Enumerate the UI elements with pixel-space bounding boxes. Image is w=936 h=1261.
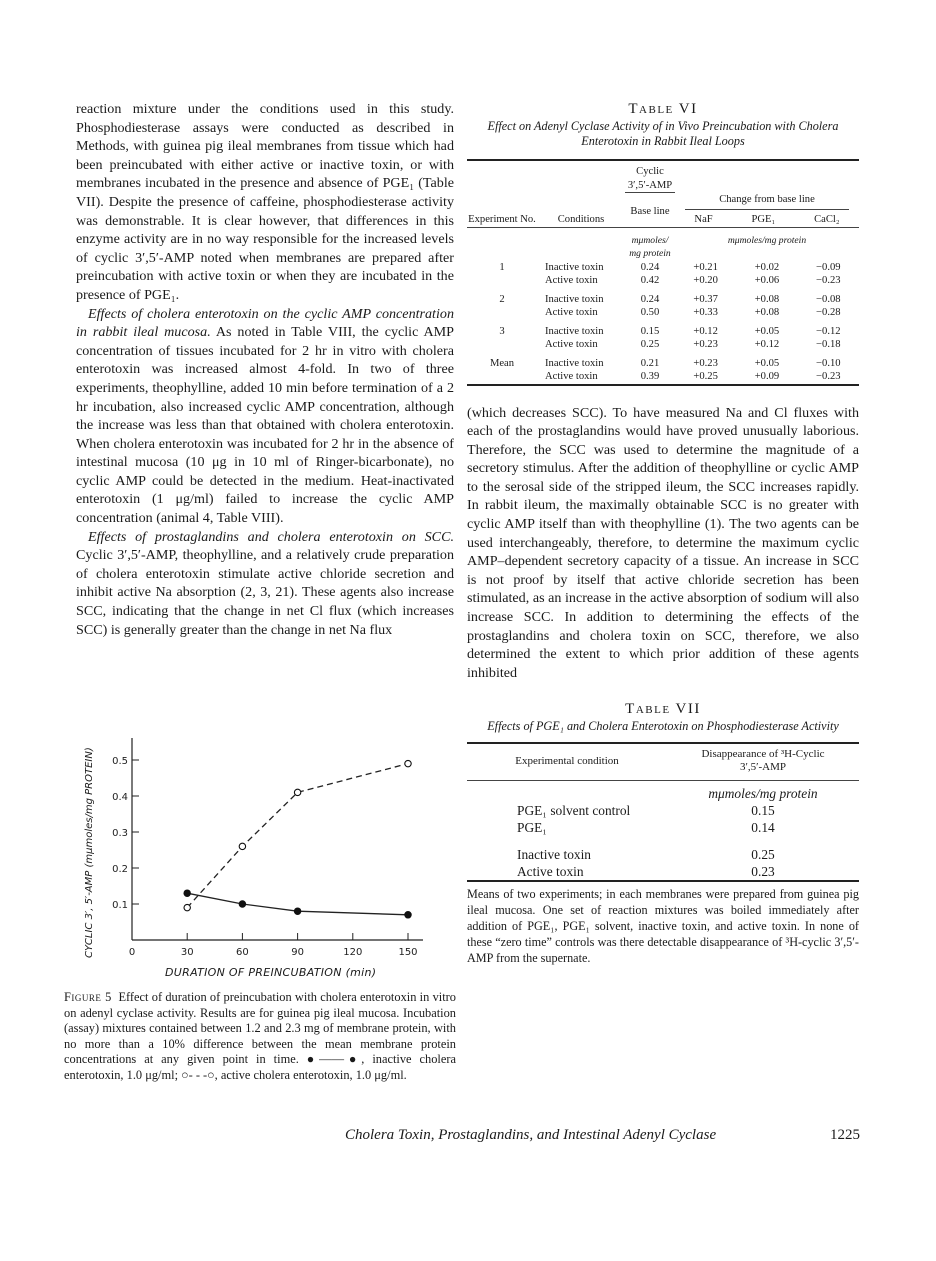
table-row bbox=[467, 352, 859, 371]
header-naf: NaF bbox=[694, 214, 713, 225]
units-base: mμmoles/ mg protein bbox=[629, 234, 671, 259]
cell-cond: Inactive toxin bbox=[545, 261, 604, 273]
cell-base: 0.42 bbox=[640, 275, 660, 286]
cell-value: 0.14 bbox=[751, 820, 775, 836]
y-tick-label: 0.3 bbox=[112, 828, 128, 839]
y-tick-label: 0.1 bbox=[112, 900, 128, 911]
cell-naf: +0.37 bbox=[693, 293, 718, 305]
section-heading: Effects of prostaglandins and cholera enterotoxin on SCC. bbox=[88, 528, 454, 545]
cell-base: 0.21 bbox=[640, 357, 660, 369]
cell-cacl2: −0.23 bbox=[816, 275, 841, 286]
y-axis-label: CYCLIC 3′, 5′-AMP (mμmoles/mg PROTEIN) bbox=[84, 747, 95, 958]
cell-value: 0.15 bbox=[751, 803, 775, 819]
table-row bbox=[467, 306, 859, 320]
cell-condition: PGE₁ bbox=[517, 820, 547, 836]
cell-pge1: +0.05 bbox=[754, 325, 780, 337]
cell-naf: +0.25 bbox=[693, 371, 718, 382]
cell-cacl2: −0.09 bbox=[816, 261, 841, 273]
table-row bbox=[467, 261, 859, 275]
cell-condition: Inactive toxin bbox=[517, 847, 591, 863]
table-row bbox=[467, 819, 859, 836]
cell-pge1: +0.08 bbox=[754, 307, 780, 318]
cell-base: 0.24 bbox=[640, 261, 660, 273]
cell-cacl2: −0.23 bbox=[816, 371, 841, 382]
running-title: Cholera Toxin, Prostaglandins, and Intestinal Adenyl Cyclase bbox=[345, 1127, 717, 1143]
cell-pge1: +0.09 bbox=[754, 371, 780, 382]
units: mμmoles/mg protein bbox=[708, 786, 818, 802]
figure-caption: Figure 5 Effect of duration of preincubation with cholera enterotoxin in vitro on adenyl cyclase activity. Results are for guinea pig ileal mucosa. Incubation (assay) mixtures contained between 1.2 and 2.3 mg of membrane protein, with no more than a 10% difference between the mean membrane protein concentrations at any given point in time. ●——●, inactive cholera enterotoxin, 1.0 μg/ml; ○- - -○, active cholera enterotoxin, 1.0 μg/ml. bbox=[64, 990, 456, 1082]
cell-naf: +0.23 bbox=[693, 357, 718, 369]
y-tick-label: 0.4 bbox=[112, 792, 128, 803]
open-circle-marker bbox=[184, 904, 190, 910]
x-tick-label: 120 bbox=[343, 947, 363, 958]
table-row bbox=[467, 274, 859, 288]
table-row bbox=[467, 288, 859, 307]
paragraph-phosphodiesterase: reaction mixture under the conditions used in this study. Phosphodiesterase assays were conducted as described in Methods, with guinea pig ileal membranes from tissue which had been preincubated with either active or inactive toxin, or with membranes incubated in the presence and absence of PGE₁ (Table VII). Despite the presence of caffeine, phosphodiesterase activity was demonstrable. It is clear however, that differences in this enzyme activity are in no way responsible for the increased levels of cyclic 3′,5′-AMP noted when membranes are prepared after preincubation with active toxin or when they are incubated in the presence of PGE₁. bbox=[76, 101, 454, 303]
cell-cond: Inactive toxin bbox=[545, 325, 604, 337]
header-pge1: PGE₁ bbox=[751, 214, 776, 225]
cell-pge1: +0.05 bbox=[754, 357, 780, 369]
cell-pge1: +0.02 bbox=[754, 261, 780, 273]
x-tick-label: 90 bbox=[291, 947, 304, 958]
cell-naf: +0.12 bbox=[693, 325, 718, 337]
active-toxin-line bbox=[187, 764, 408, 908]
left-column bbox=[76, 100, 454, 639]
open-circle-marker bbox=[239, 843, 245, 849]
x-axis-label: DURATION OF PREINCUBATION (min) bbox=[165, 966, 377, 979]
cell-cond: Active toxin bbox=[545, 275, 598, 286]
table-7-title: Table VII bbox=[625, 701, 701, 718]
y-tick-label: 0.5 bbox=[112, 756, 128, 767]
header-disappearance: Disappearance of ³H-Cyclic 3′,5′-AMP bbox=[701, 748, 825, 774]
cell-value: 0.23 bbox=[751, 864, 775, 880]
cell-exp bbox=[467, 306, 537, 320]
cell-naf: +0.33 bbox=[693, 307, 718, 318]
table-row bbox=[467, 320, 859, 339]
filled-circle-marker bbox=[239, 901, 245, 907]
cell-exp bbox=[467, 370, 537, 385]
table-7 bbox=[467, 742, 859, 887]
table-row bbox=[467, 863, 859, 881]
filled-circle-marker bbox=[184, 890, 190, 896]
cell-condition: PGE₁ solvent control bbox=[517, 803, 631, 819]
paragraph-scc-effects: Effects of prostaglandins and cholera enterotoxin on SCC. Cyclic 3′,5′-AMP, theophylline, and a relatively crude preparation of cholera enterotoxin stimulate active chloride secretion and inhibit active Na absorption (2, 3, 21). These agents also increase SCC, indicating that the change in net Cl flux (which increases SCC) is generally greater than the change in net Na flux bbox=[76, 528, 454, 638]
cell-cacl2: −0.12 bbox=[816, 325, 841, 337]
cell-base: 0.15 bbox=[640, 325, 660, 337]
cell-naf: +0.21 bbox=[693, 261, 718, 273]
cell-base: 0.24 bbox=[640, 293, 660, 305]
cell-exp: 3 bbox=[499, 325, 505, 337]
cell-exp: Mean bbox=[489, 357, 515, 369]
running-footer bbox=[345, 1127, 860, 1144]
cell-base: 0.50 bbox=[640, 307, 660, 318]
page-number: 1225 bbox=[830, 1127, 860, 1143]
header-cyclic-amp: Cyclic 3′,5′-AMP bbox=[627, 166, 673, 191]
cell-cond: Active toxin bbox=[545, 371, 598, 382]
cell-pge1: +0.08 bbox=[754, 293, 780, 305]
units-change: mμmoles/mg protein bbox=[727, 234, 807, 246]
cell-cacl2: −0.28 bbox=[816, 307, 841, 318]
table-row bbox=[467, 338, 859, 352]
cell-base: 0.25 bbox=[640, 339, 660, 350]
paragraph-cyclic-amp-concentration: Effects of cholera enterotoxin on the cyclic AMP concentration in rabbit ileal mucosa. As noted in Table VIII, the cyclic AMP concentration of tissues incubated for 2 hr in vitro with cholera enterotoxin was increased almost 4-fold. In two of three experiments, theophylline, added 10 min before termination of a 2 hr incubation, also increased cyclic AMP concentration, although the increase was less than that obtained with cholera enterotoxin. When cholera enterotoxin was incubated for 2 hr in the absence of intestinal mucosa (10 μg in 10 ml of Ringer-bicarbonate), no cyclic AMP could be detected in the medium. Heat-inactivated enterotoxin (1 μg/ml) failed to increase the cyclic AMP concentration (animal 4, Table VIII). bbox=[76, 305, 455, 527]
x-tick-label: 150 bbox=[398, 947, 418, 958]
x-tick-label: 30 bbox=[180, 947, 194, 958]
cell-cacl2: −0.10 bbox=[816, 357, 841, 369]
cell-cacl2: −0.18 bbox=[816, 339, 841, 350]
cell-exp: 1 bbox=[499, 261, 505, 273]
cell-exp bbox=[467, 338, 537, 352]
cell-cond: Inactive toxin bbox=[545, 293, 604, 305]
open-circle-marker bbox=[294, 789, 300, 795]
cell-exp bbox=[467, 274, 537, 288]
cell-value: 0.25 bbox=[751, 847, 775, 863]
cell-exp: 2 bbox=[499, 293, 505, 305]
cell-cacl2: −0.08 bbox=[816, 293, 841, 305]
table-7-subtitle: Effects of PGE₁ and Cholera Enterotoxin on Phosphodiesterase Activity bbox=[487, 719, 839, 734]
table-row bbox=[467, 836, 859, 863]
table-6-title: Table VI bbox=[628, 101, 698, 117]
cell-naf: +0.23 bbox=[693, 339, 718, 350]
table-6-caption bbox=[467, 100, 859, 149]
cell-condition: Active toxin bbox=[517, 864, 584, 880]
header-condition: Experimental condition bbox=[515, 754, 619, 767]
figure-label: Figure 5 bbox=[64, 990, 112, 1004]
filled-circle-marker bbox=[294, 908, 300, 914]
figure-5-chart bbox=[78, 728, 438, 963]
header-conditions: Conditions bbox=[557, 214, 605, 225]
right-column bbox=[467, 100, 859, 966]
cell-naf: +0.20 bbox=[693, 275, 718, 286]
header-base-line: Base line bbox=[625, 193, 675, 228]
section-heading: Effects of cholera enterotoxin on the cyclic AMP concentration in rabbit ileal mucosa. bbox=[76, 305, 454, 341]
table-7-caption bbox=[467, 700, 859, 734]
cell-cond: Active toxin bbox=[545, 307, 598, 318]
table-6-subtitle: Effect on Adenyl Cyclase Activity of in Vivo Preincubation with Cholera Enterotoxin in Rabbit Ileal Loops bbox=[487, 119, 839, 148]
table-6 bbox=[467, 159, 859, 390]
table-row bbox=[467, 370, 859, 385]
y-tick-label: 0.2 bbox=[112, 864, 128, 875]
header-experiment: Experiment No. bbox=[468, 214, 536, 225]
x-tick-label: 0 bbox=[128, 947, 136, 958]
filled-circle-marker bbox=[405, 912, 411, 918]
cell-cond: Active toxin bbox=[545, 339, 598, 350]
header-change: Change from base line bbox=[685, 193, 849, 211]
cell-pge1: +0.12 bbox=[754, 339, 780, 350]
header-cacl2: CaCl₂ bbox=[814, 214, 840, 225]
cell-base: 0.39 bbox=[640, 371, 660, 382]
cell-pge1: +0.06 bbox=[754, 275, 780, 286]
table-7-footnote: Means of two experiments; in each membranes were prepared from guinea pig ileal mucosa. One set of reaction mixtures was boiled immediately after addition of PGE₁, PGE₁ solvent, inactive toxin, and active toxin. In none of these “zero time” controls was there detectable disappearance of ³H-cyclic 3′,5′-AMP from the supernate. bbox=[467, 887, 859, 965]
cell-cond: Inactive toxin bbox=[545, 357, 604, 369]
x-tick-label: 60 bbox=[236, 947, 249, 958]
paragraph-scc-measurement: (which decreases SCC). To have measured Na and Cl fluxes with each of the prostaglandins would have proved unusually laborious. Therefore, the SCC was used to determine the magnitude of a secretory stimulus. After the addition of theophylline or cyclic AMP to the serosal side of the stripped ileum, the SCC increases rapidly. In rabbit ileum, the maximally obtainable SCC is no greater with cyclic AMP itself than with theophylline (1). The two agents can be used interchangeably, therefore, to determine the maximum cyclic AMP–dependent secretory capacity of a tissue. An increase in SCC is not proof by itself that active chloride secretion has been stimulated, as an increase in the active absorption of sodium will also increase SCC. In addition to determining the effects of the prostaglandins and cholera toxin on SCC, therefore, we also determined the extent to which prior addition of these agents inhibited bbox=[467, 404, 859, 681]
open-circle-marker bbox=[405, 760, 411, 766]
table-row bbox=[467, 802, 859, 819]
